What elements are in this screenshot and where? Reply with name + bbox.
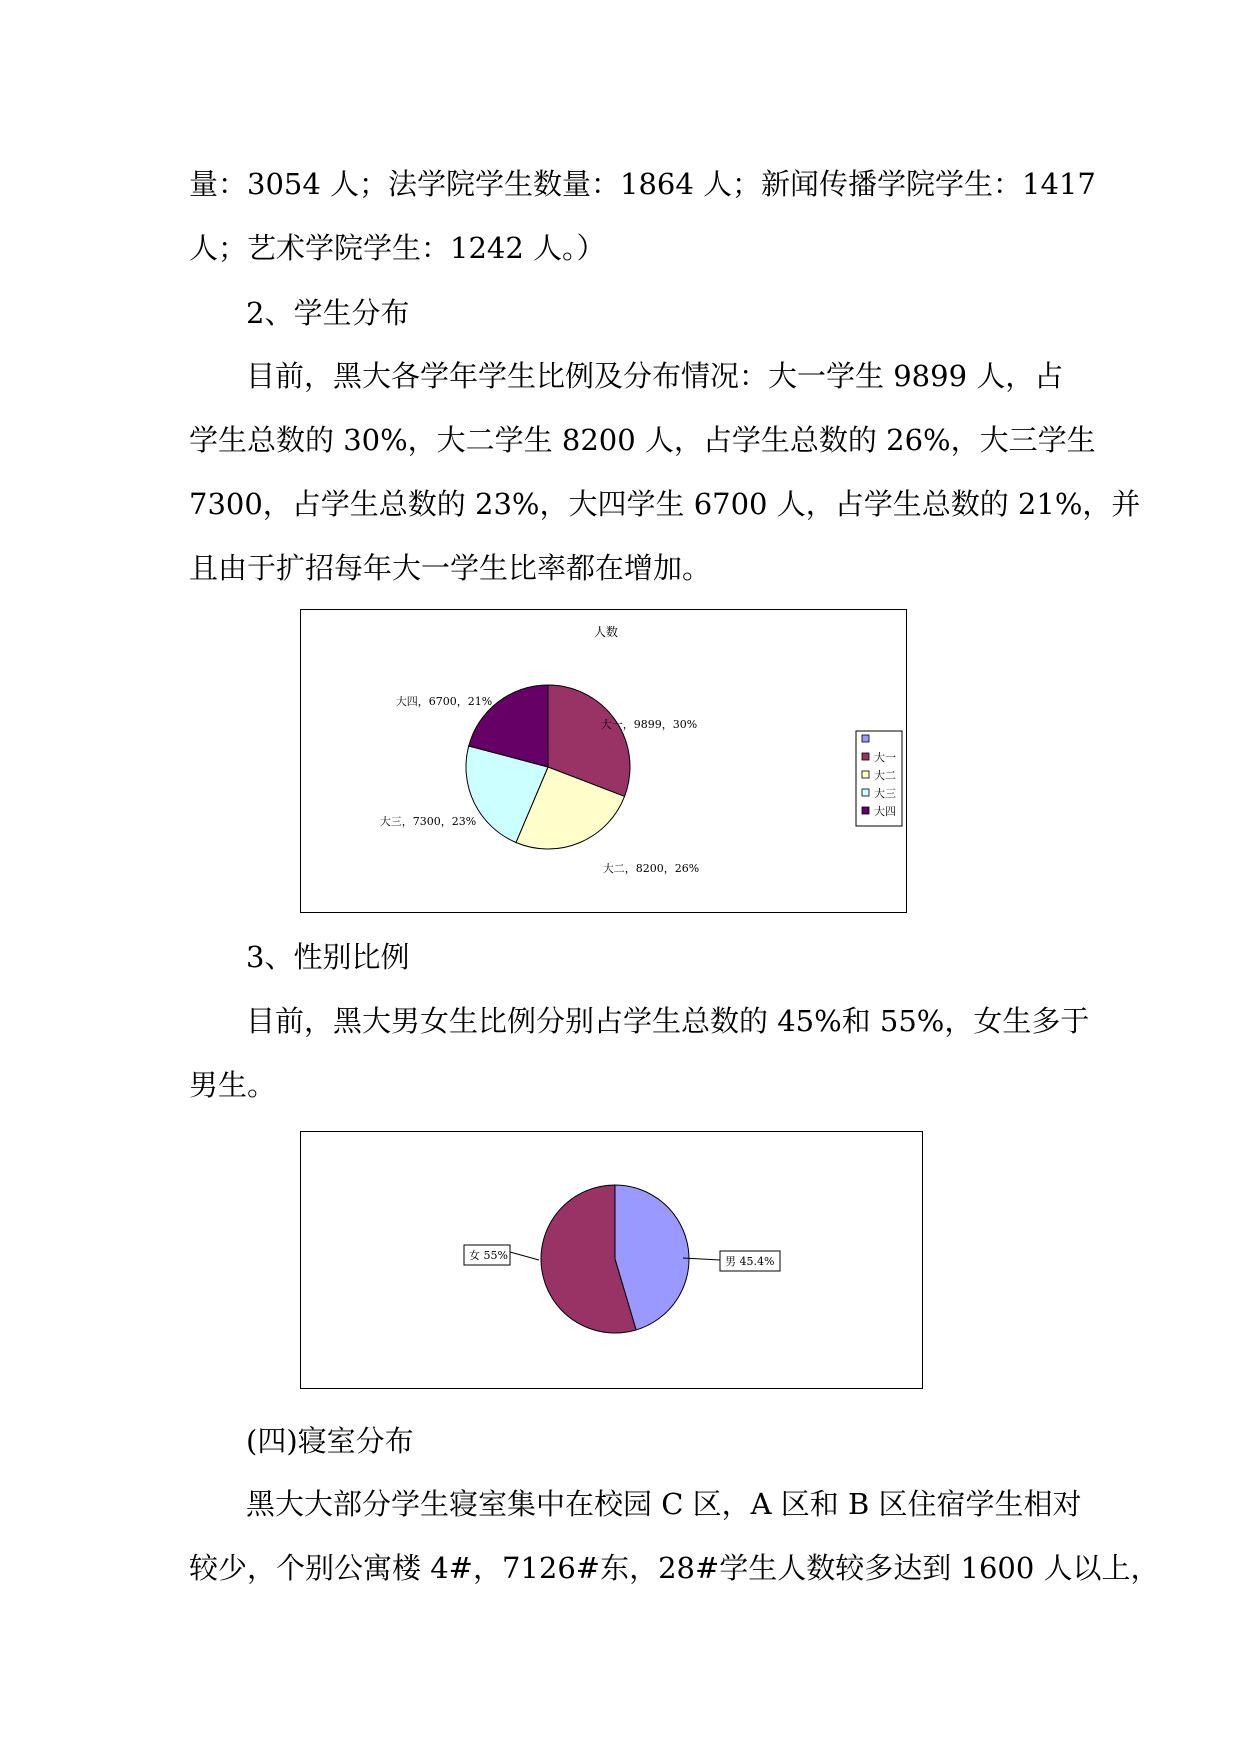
- legend-swatch: [862, 789, 869, 796]
- legend-swatch: [862, 735, 869, 742]
- data-label-year4: 大四，6700，21%: [395, 695, 493, 708]
- paragraph-line: 人；艺术学院学生：1242 人。）: [189, 231, 606, 265]
- paragraph-line: 7300，占学生总数的 23%，大四学生 6700 人，占学生总数的 21%，并: [189, 487, 1141, 521]
- legend-swatch: [862, 771, 869, 778]
- paragraph-line: 目前，黑大男女生比例分别占学生总数的 45%和 55%，女生多于: [246, 1004, 1090, 1038]
- chart-title: 人数: [593, 625, 619, 639]
- year-distribution-pie-svg: [301, 610, 908, 914]
- legend-label: 大三: [874, 787, 896, 800]
- data-label-year2: 大二，8200，26%: [602, 862, 700, 875]
- legend-label: 大二: [874, 769, 896, 782]
- legend-label: 大四: [874, 805, 896, 818]
- section-heading: 3、性别比例: [246, 940, 410, 974]
- leader-line-female: [510, 1252, 539, 1260]
- data-label-male: 男 45.4%: [725, 1255, 775, 1268]
- paragraph-line: 黑大大部分学生寝室集中在校园 C 区，A 区和 B 区住宿学生相对: [246, 1487, 1082, 1521]
- year-distribution-chart: [300, 609, 907, 913]
- section-heading: 2、学生分布: [246, 296, 410, 330]
- paragraph-line: 目前，黑大各学年学生比例及分布情况：大一学生 9899 人，占: [246, 359, 1064, 393]
- legend-swatch: [862, 753, 869, 760]
- paragraph-line: 且由于扩招每年大一学生比率都在增加。: [189, 551, 712, 585]
- data-label-female: 女 55%: [469, 1249, 508, 1262]
- legend: [856, 731, 902, 826]
- data-label-year1: 大一，9899，30%: [600, 718, 698, 731]
- paragraph-line: 较少，个别公寓楼 4#，7126#东，28#学生人数较多达到 1600 人以上，: [189, 1551, 1160, 1585]
- legend-label: 大一: [874, 751, 896, 764]
- legend-swatch: [862, 807, 869, 814]
- section-heading: (四)寝室分布: [246, 1424, 414, 1458]
- data-label-year3: 大三，7300，23%: [379, 815, 477, 828]
- paragraph-line: 量：3054 人；法学院学生数量：1864 人；新闻传播学院学生：1417: [189, 167, 1096, 201]
- paragraph-line: 男生。: [189, 1068, 277, 1102]
- gender-ratio-pie-svg: [301, 1132, 924, 1390]
- gender-ratio-chart: [300, 1131, 923, 1389]
- paragraph-line: 学生总数的 30%，大二学生 8200 人，占学生总数的 26%，大三学生: [189, 423, 1096, 457]
